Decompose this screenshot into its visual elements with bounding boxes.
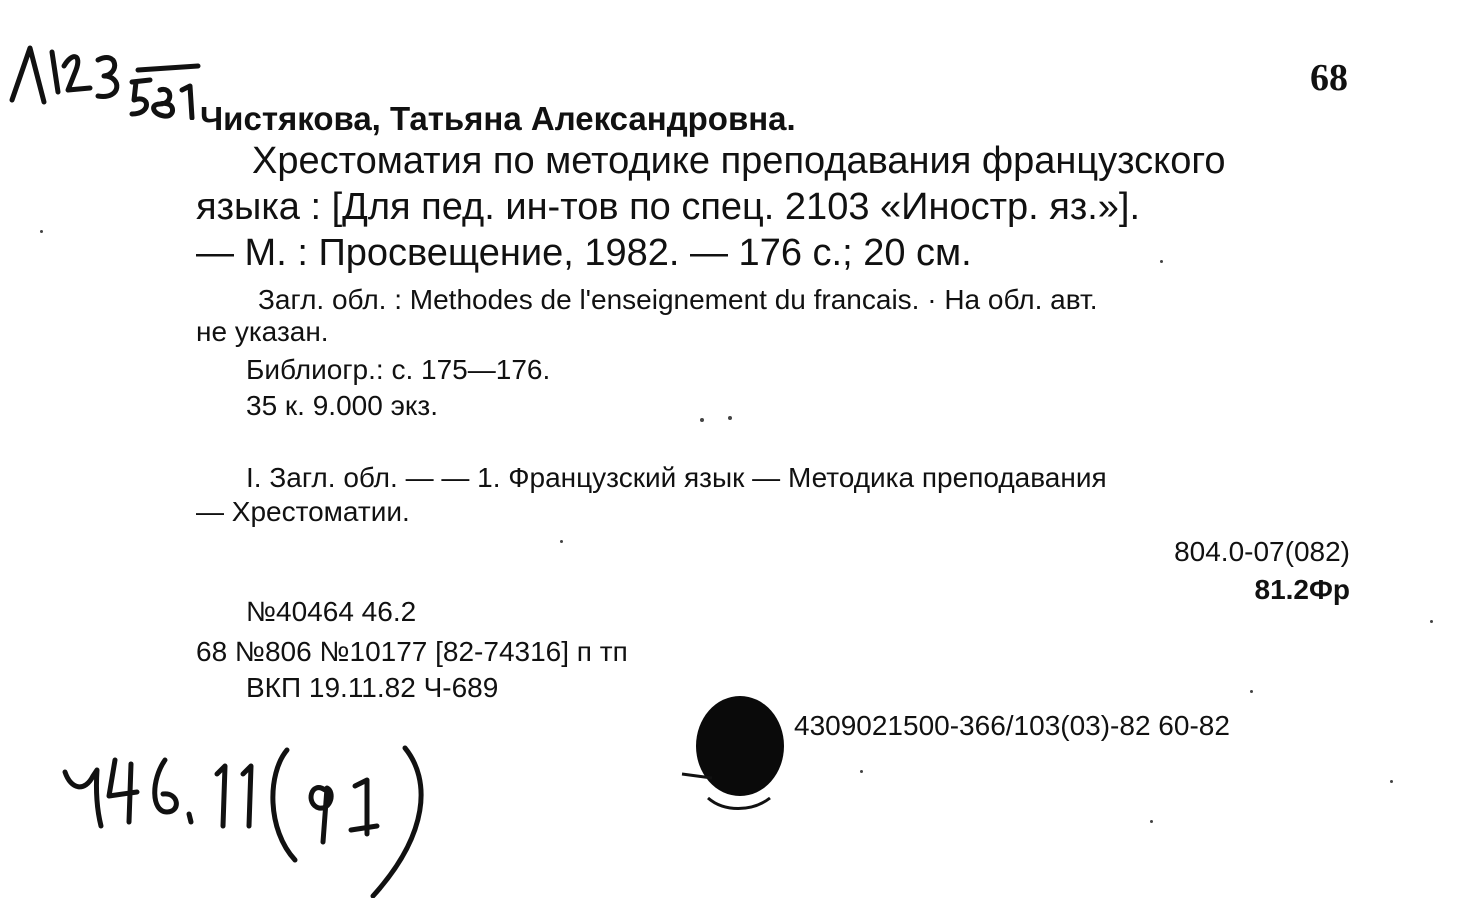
tech-line-2: 68 №806 №10177 [82-74316] п тп bbox=[196, 636, 628, 667]
note-price-print-run: 35 к. 9.000 экз. bbox=[246, 390, 439, 421]
udc-index: 804.0-07(082) bbox=[1174, 536, 1350, 567]
scan-speck bbox=[1160, 260, 1163, 263]
scan-speck bbox=[860, 770, 863, 773]
publication-code: 4309021500-366/103(03)-82 60-82 bbox=[794, 710, 1230, 741]
scan-speck bbox=[560, 540, 563, 543]
subject-line-2: — Хрестоматии. bbox=[196, 496, 410, 527]
scan-speck bbox=[1250, 690, 1253, 693]
scan-speck bbox=[40, 230, 43, 233]
ink-blot bbox=[672, 690, 802, 820]
page-number: 68 bbox=[1310, 57, 1348, 99]
title-line-3: — М. : Просвещение, 1982. — 176 с.; 20 см. bbox=[196, 232, 972, 274]
note-cover-title: Загл. обл. : Methodes de l'enseignement du francais. · На обл. авт. bbox=[258, 284, 1098, 315]
tech-line-3: ВКП 19.11.82 Ч-689 bbox=[246, 672, 499, 703]
scan-speck bbox=[728, 416, 732, 420]
tech-line-1: №40464 46.2 bbox=[246, 596, 417, 627]
handwritten-shelfmark bbox=[0, 30, 215, 120]
scan-speck bbox=[1390, 780, 1393, 783]
author-heading: Чистякова, Татьяна Александровна. bbox=[200, 100, 796, 137]
title-line-1: Хрестоматия по методике преподавания французского bbox=[252, 140, 1226, 182]
bbk-index: 81.2Фр bbox=[1254, 574, 1350, 605]
scan-speck bbox=[1430, 620, 1433, 623]
note-bibliography: Библиогр.: с. 175—176. bbox=[246, 354, 551, 385]
subject-line-1: I. Загл. обл. — — 1. Французский язык — Методика преподавания bbox=[246, 462, 1107, 493]
scan-speck bbox=[1150, 820, 1153, 823]
handwritten-class-number bbox=[55, 730, 475, 898]
title-line-2: языка : [Для пед. ин-тов по спец. 2103 «Иностр. яз.»]. bbox=[196, 186, 1141, 228]
scan-speck bbox=[700, 418, 704, 422]
note-author-not-indicated: не указан. bbox=[196, 316, 329, 347]
